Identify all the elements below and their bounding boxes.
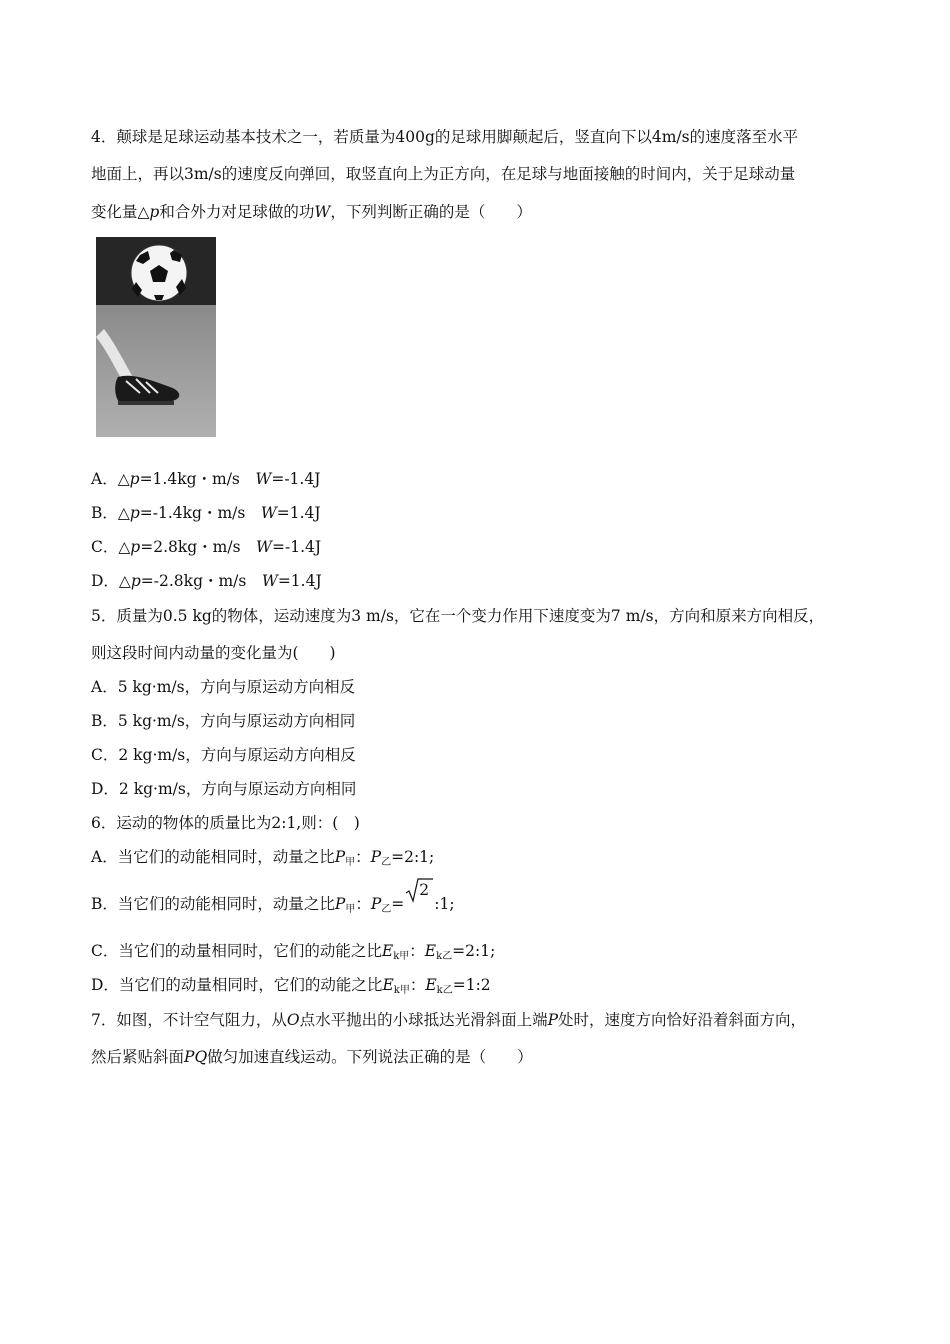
q4-option-b: B．△p=-1.4kg・m/s W=1.4J	[91, 504, 321, 522]
soccer-ball-kick-photo	[96, 237, 216, 437]
q5-line-2: 则这段时间内动量的变化量为( )	[91, 644, 336, 662]
q4-option-d: D．△p=-2.8kg・m/s W=1.4J	[91, 572, 322, 590]
soccer-ball-icon	[131, 245, 187, 301]
q6-option-b: B．当它们的动能相同时，动量之比P甲：P乙= 2 :1;	[91, 881, 455, 915]
q5-line-1: 5．质量为0.5 kg的物体，运动速度为3 m/s，它在一个变力作用下速度变为7 m/s，方向和原来方向相反，	[91, 607, 825, 625]
soccer-photo-illustration	[96, 237, 216, 437]
q6-option-d: D．当它们的动量相同时，它们的动能之比Ek甲：Ek乙=1:2	[91, 976, 491, 996]
q6-option-c: C．当它们的动量相同时，它们的动能之比Ek甲：Ek乙=2:1;	[91, 942, 496, 962]
q4-line-1: 4．颠球是足球运动基本技术之一，若质量为400g的足球用脚颠起后，竖直向下以4m/s的速度落至水平	[91, 128, 799, 146]
q7-line-1: 7．如图，不计空气阻力，从O点水平抛出的小球抵达光滑斜面上端P处时，速度方向恰好沿着斜面方向，	[91, 1011, 807, 1029]
q7-line-2: 然后紧贴斜面PQ做匀加速直线运动。下列说法正确的是（ ）	[91, 1048, 533, 1066]
q5-option-d: D．2 kg·m/s，方向与原运动方向相同	[91, 780, 357, 798]
q4-line-2: 地面上，再以3m/s的速度反向弹回，取竖直向上为正方向，在足球与地面接触的时间内，关于足球动量	[91, 165, 796, 183]
q5-option-c: C．2 kg·m/s，方向与原运动方向相反	[91, 746, 356, 764]
q5-option-a: A．5 kg·m/s，方向与原运动方向相反	[91, 678, 356, 696]
q6-line-1: 6．运动的物体的质量比为2:1,则：( )	[91, 814, 360, 832]
q4-line-3: 变化量△p和合外力对足球做的功W，下列判断正确的是（ ）	[91, 203, 532, 221]
sqrt-symbol: 2	[404, 891, 434, 911]
q6-option-a: A．当它们的动能相同时，动量之比P甲：P乙=2:1;	[91, 848, 435, 868]
q4-option-a: A．△p=1.4kg・m/s W=-1.4J	[91, 470, 321, 488]
q4-option-c: C．△p=2.8kg・m/s W=-1.4J	[91, 538, 322, 556]
q5-option-b: B．5 kg·m/s，方向与原运动方向相同	[91, 712, 356, 730]
